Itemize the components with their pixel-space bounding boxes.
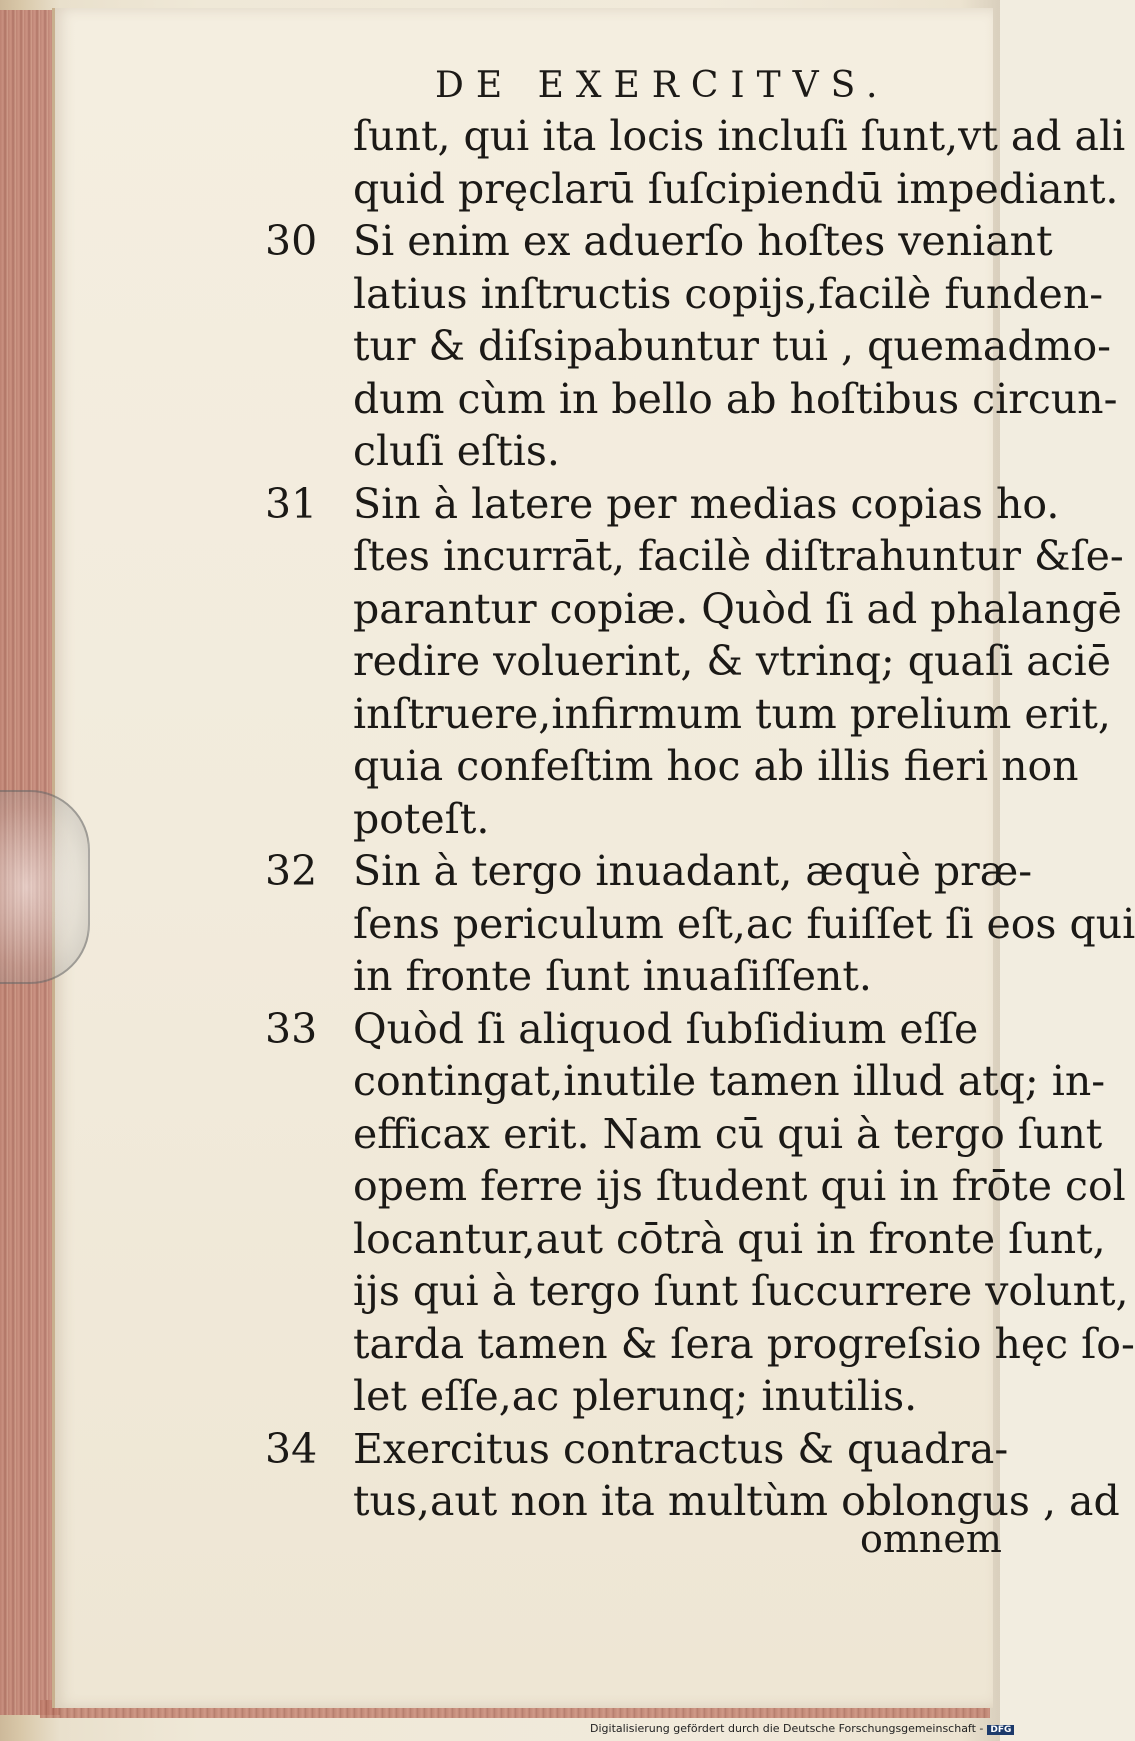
dfg-logo: DFG <box>987 1725 1014 1735</box>
running-title: DE EXERCITVS. <box>435 65 890 106</box>
text-line <box>265 950 985 1003</box>
line-text: ijs qui à tergo ſunt ſuccurrere volunt, <box>353 1267 1129 1315</box>
text-line <box>265 635 1111 688</box>
text-line <box>265 1265 1129 1318</box>
line-text: poteſt. <box>353 794 490 843</box>
line-text: parantur copiæ. Quòd ſi ad phalangē <box>353 584 1122 633</box>
body-text <box>265 110 1135 1528</box>
line-text: locantur,aut cōtrà qui in fronte ſunt, <box>353 1214 1106 1263</box>
text-line <box>265 898 1135 951</box>
catchword: omnem <box>860 1517 1002 1561</box>
line-text: latius inſtructis copijs,facilè funden- <box>353 269 1104 318</box>
text-line <box>265 793 985 846</box>
line-text: inſtruere,infirmum tum prelium erit, <box>353 689 1111 738</box>
digitization-credit <box>590 1722 1014 1735</box>
line-text: ſtes incurrāt, facilè diſtrahuntur &ſe- <box>353 532 1124 580</box>
text-line <box>265 530 1124 583</box>
text-line <box>265 688 1111 741</box>
text-line <box>265 583 1122 636</box>
text-line <box>265 478 1060 531</box>
page-clip-icon <box>0 790 90 984</box>
section-number: 34 <box>265 1424 318 1473</box>
text-line <box>265 268 1104 321</box>
line-text: Exercitus contractus & quadra- <box>353 1424 1009 1473</box>
line-text: let eſſe,ac plerunq; inutilis. <box>353 1372 918 1420</box>
line-text: in fronte ſunt inuaſiſſent. <box>353 952 872 1000</box>
text-line <box>265 110 1126 163</box>
line-text: Quòd ſi aliquod ſubſidium eſſe <box>353 1004 979 1053</box>
text-line <box>265 163 1119 216</box>
text-line <box>265 1370 985 1423</box>
line-text: Si enim ex aduerſo hoſtes veniant <box>353 217 1053 265</box>
text-line <box>265 740 1079 793</box>
section-number: 31 <box>265 479 318 528</box>
line-text: tarda tamen & ſera progreſsio hęc ſo- <box>353 1319 1135 1368</box>
section-number: 33 <box>265 1004 318 1053</box>
section-number: 30 <box>265 217 318 265</box>
text-line <box>265 845 1033 898</box>
line-text: contingat,inutile tamen illud atq; in- <box>353 1057 1106 1105</box>
line-text: dum cùm in bello ab hoſtibus circun- <box>353 374 1118 423</box>
text-line <box>265 320 1111 373</box>
text-line <box>265 1318 1135 1371</box>
line-text: efficax erit. Nam cū qui à tergo ſunt <box>353 1109 1103 1158</box>
text-line <box>265 1108 1103 1161</box>
text-line <box>265 425 985 478</box>
line-text: opem ferre ijs ſtudent qui in frōte col <box>353 1162 1126 1210</box>
line-text: ſens periculum eſt,ac fuiſſet ſi eos qui <box>353 899 1135 948</box>
text-line <box>265 215 1053 268</box>
line-text: quia confeſtim hoc ab illis fieri non <box>353 742 1079 790</box>
line-text: Sin à latere per medias copias ho. <box>353 479 1060 528</box>
line-text: Sin à tergo inuadant, æquè præ- <box>353 847 1033 895</box>
text-line <box>265 373 1118 426</box>
section-number: 32 <box>265 847 318 895</box>
text-line <box>265 1160 1126 1213</box>
credit-text: Digitalisierung gefördert durch die Deutsche Forschungsgemeinschaft - <box>590 1722 984 1735</box>
line-text: cluſi eſtis. <box>353 427 560 475</box>
line-text: ſunt, qui ita locis incluſi ſunt,vt ad ali <box>353 112 1126 160</box>
line-text: redire voluerint, & vtrinq; quaſi aciē <box>353 637 1111 685</box>
text-line <box>265 1055 1106 1108</box>
line-text: tus,aut non ita multùm oblongus , ad <box>353 1477 1120 1525</box>
line-text: quid pręclarū ſuſcipiendū impediant. <box>353 164 1119 213</box>
text-line <box>265 1423 1009 1476</box>
line-text: tur & diſsipabuntur tui , quemadmo- <box>353 322 1111 370</box>
text-line <box>265 1213 1106 1266</box>
text-line <box>265 1003 985 1056</box>
